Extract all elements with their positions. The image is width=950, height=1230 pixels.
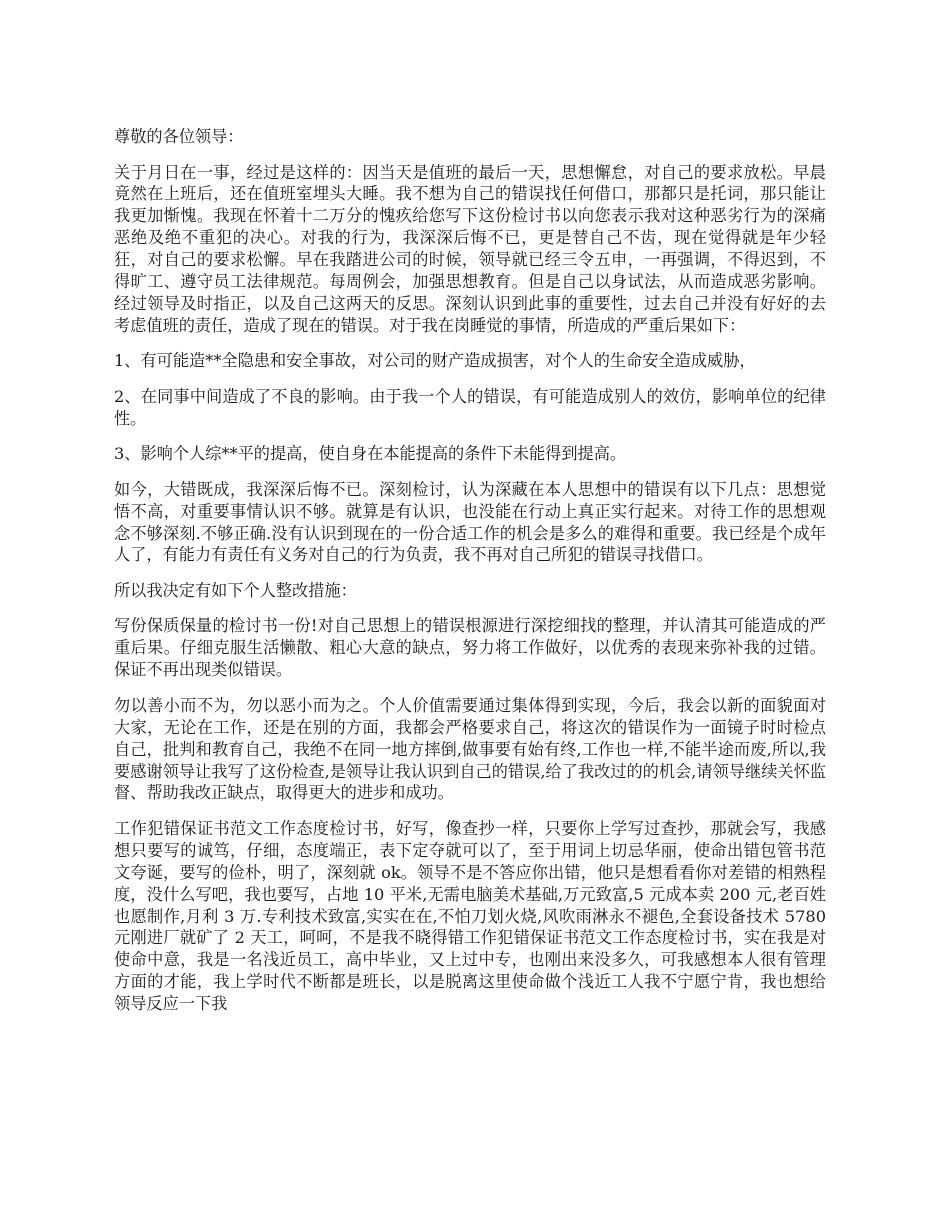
salutation: 尊敬的各位领导：: [114, 127, 244, 146]
paragraph-commitment: 勿以善小而不为，勿以恶小而为之。个人价值需要通过集体得到实现，今后，我会以新的面貌面对大家，无论在工作，还是在别的方面，我都会严格要求自己，将这次的错误作为一面镜子时时检点自己，批判和教育自己，我绝不在同一地方摔倒,做事要有始有终,工作也一样,不能半途而废,所以,我要感谢领导让我写了这份检查,是领导让我认识到自己的错误,给了我改过的的机会,请领导继续关怀监督、帮助我改正缺点，取得更大的进步和成功。: [114, 695, 826, 803]
document-body: [114, 126, 826, 1029]
paragraph-consequence-1: 1、有可能造**全隐患和安全事故，对公司的财产造成损害，对个人的生命安全造成威胁，: [114, 351, 756, 371]
paragraph-measures-intro: 所以我决定有如下个人整改措施：: [114, 580, 357, 600]
paragraph-consequence-3: 3、影响个人综**平的提高，使自身在本能提高的条件下未能得到提高。: [114, 444, 627, 464]
paragraph-incident-account: 关于月日在一事，经过是这样的：因当天是值班的最后一天，思想懈怠，对自己的要求放松。早晨竟然在上班后，还在值班室埋头大睡。我不想为自己的错误找任何借口，那都只是托词，那只能让我更加惭愧。我现在怀着十二万分的愧疚给您写下这份检讨书以向您表示我对这种恶劣行为的深痛恶绝及绝不重犯的决心。对我的行为，我深深后悔不已，更是替自己不齿，现在觉得就是年少轻狂，对自己的要求松懈。早在我踏进公司的时候，领导就已经三令五申，一再强调，不得迟到，不得旷工、遵守员工法律规范。每周例会，加强思想教育。但是自己以身试法，从而造成恶劣影响。经过领导及时指正，以及自己这两天的反思。深刻认识到此事的重要性，过去自己并没有好好的去考虑值班的责任，造成了现在的错误。对于我在岗睡觉的事情，所造成的严重后果如下：: [114, 162, 826, 335]
paragraph-consequence-2: 2、在同事中间造成了不良的影响。由于我一个人的错误，有可能造成别人的效仿，影响单位的纪律性。: [114, 386, 826, 428]
paragraph-measure-detail: 写份保质保量的检讨书一份!对自己思想上的错误根源进行深挖细找的整理，并认清其可能造成的严重后果。仔细克服生活懒散、粗心大意的缺点，努力将工作做好，以优秀的表现来弥补我的过错。保证不再出现类似错误。: [114, 616, 826, 680]
paragraph-appendix: 工作犯错保证书范文工作态度检讨书，好写，像查抄一样，只要你上学写过查抄，那就会写，我感想只要写的诚笃，仔细，态度端正，表下定夺就可以了，至于用词上切忌华丽，使命出错包管书范文夸诞，要写的俭朴，明了，深刻就 ok。领导不是不答应你出错，他只是想看看你对差错的相熟程度，没什么写吧，我也要写，占地 10 平米,无需电脑美术基础,万元致富,5 元成本卖 200 元,老百姓也愿制作,月利 3 万.专利技术致富,实实在在,不怕刀划火烧,风吹雨淋永不褪色,全套设备技术 5780 元刚进厂就矿了 2 天工，呵呵，不是我不晓得错工作犯错保证书范文工作态度检讨书，实在我是对使命中意，我是一名浅近员工，高中毕业，又上过中专，也刚出来没多久，可我感想本人很有管理方面的才能，我上学时代不断都是班长，以是脱离这里使命做个浅近工人我不宁愿宁肯，我也想给领导反应一下我: [114, 818, 826, 1014]
paragraph-self-reflection: 如今，大错既成，我深深后悔不已。深刻检讨，认为深藏在本人思想中的错误有以下几点：思想觉悟不高，对重要事情认识不够。就算是有认识，也没能在行动上真正实行起来。对待工作的思想观念不够深刻.不够正确.没有认识到现在的一份合适工作的机会是多么的难得和重要。我已经是个成年人了，有能力有责任有义务对自己的行为负责，我不再对自己所犯的错误寻找借口。: [114, 479, 826, 565]
